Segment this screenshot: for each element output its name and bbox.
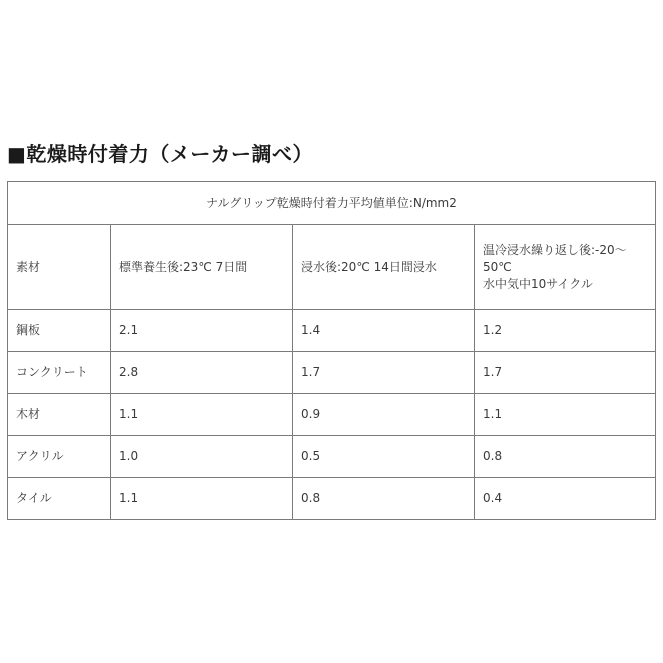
value-cell: 1.1 bbox=[475, 394, 656, 436]
value-cell: 1.0 bbox=[111, 436, 293, 478]
table-row bbox=[8, 352, 656, 394]
material-cell: 鋼板 bbox=[8, 310, 111, 352]
value-cell: 1.4 bbox=[293, 310, 475, 352]
value-cell: 1.1 bbox=[111, 394, 293, 436]
material-cell: タイル bbox=[8, 478, 111, 520]
value-cell: 0.8 bbox=[293, 478, 475, 520]
value-cell: 0.9 bbox=[293, 394, 475, 436]
material-cell: アクリル bbox=[8, 436, 111, 478]
material-cell: コンクリート bbox=[8, 352, 111, 394]
value-cell: 0.5 bbox=[293, 436, 475, 478]
header-after-immersion: 浸水後:20℃ 14日間浸水 bbox=[293, 225, 475, 310]
value-cell: 2.1 bbox=[111, 310, 293, 352]
section-heading: ■乾燥時付着力（メーカー調べ） bbox=[7, 142, 313, 166]
header-thermal-cycle: 温冷浸水繰り返し後:-20～50℃ 水中気中10サイクル bbox=[475, 225, 656, 310]
value-cell: 0.8 bbox=[475, 436, 656, 478]
adhesion-table bbox=[7, 181, 656, 520]
table-row bbox=[8, 478, 656, 520]
caption-row bbox=[8, 182, 656, 225]
header-standard-curing: 標準養生後:23℃ 7日間 bbox=[111, 225, 293, 310]
header-material: 素材 bbox=[8, 225, 111, 310]
value-cell: 2.8 bbox=[111, 352, 293, 394]
value-cell: 1.1 bbox=[111, 478, 293, 520]
value-cell: 1.7 bbox=[475, 352, 656, 394]
table-row bbox=[8, 436, 656, 478]
table-row bbox=[8, 310, 656, 352]
value-cell: 1.7 bbox=[293, 352, 475, 394]
material-cell: 木材 bbox=[8, 394, 111, 436]
value-cell: 0.4 bbox=[475, 478, 656, 520]
header-row bbox=[8, 225, 656, 310]
table-caption: ナルグリップ乾燥時付着力平均値単位:N/mm2 bbox=[8, 182, 656, 225]
value-cell: 1.2 bbox=[475, 310, 656, 352]
table-row bbox=[8, 394, 656, 436]
